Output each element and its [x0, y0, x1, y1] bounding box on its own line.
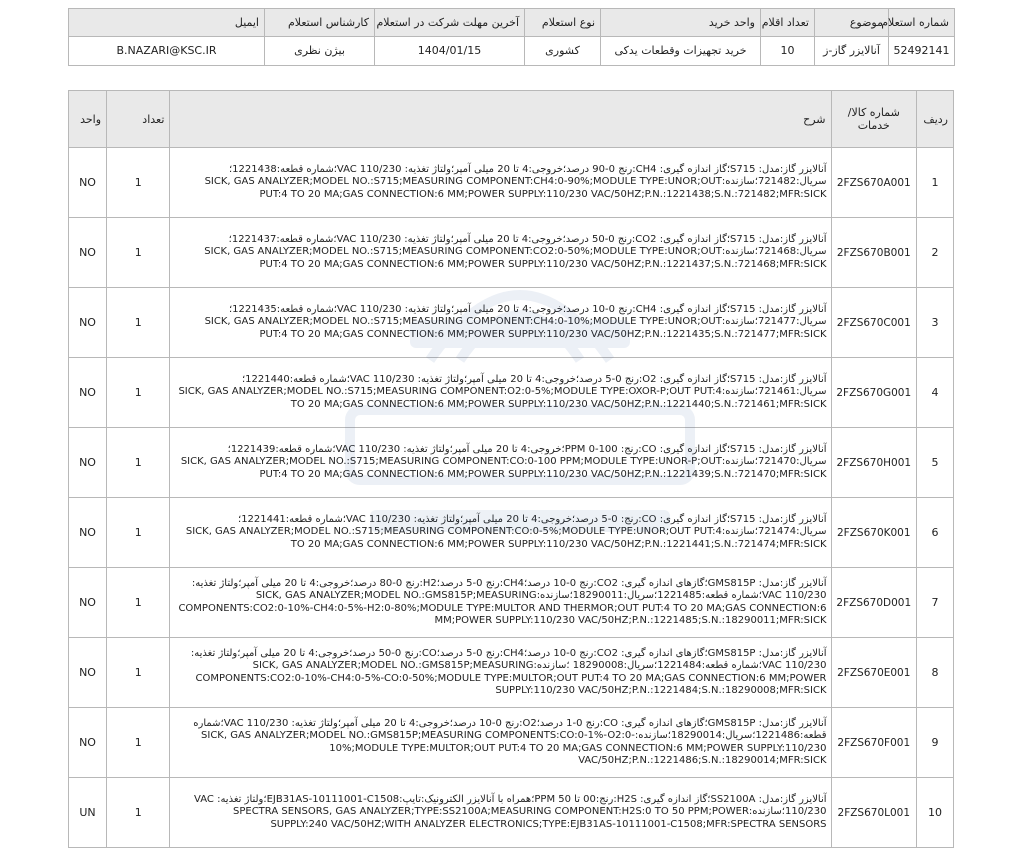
row-number: 4 [917, 358, 954, 428]
col-subject: موضوع [815, 9, 889, 37]
description-text: آنالایزر گاز:مدل: S715؛گاز اندازه گیری: O2:رنج 0-5 درصد؛خروجی:4 تا 20 میلی آمپر؛ولتاژ تغذیه: VAC 110/230؛شماره قطعه:1221440؛سریال:721461؛سازنده:SICK, GAS ANALYZER;MODEL NO.:S715;MEASURING COMPONENT:O2:0-5%;MODULE TYPE:OXOR-P;OUT PUT:4 TO 20 MA;GAS CONNECTION:6 MM;POWER SUPPLY:110/230 VAC/50HZ;P.N.:1221440;S.N.:721461;MFR:SICK [178, 373, 827, 410]
inquiry-header-table [68, 8, 955, 66]
items-table [68, 90, 954, 848]
description-text: آنالایزر گاز:مدل: S715؛گاز اندازه گیری: CO:رنج: 0-5 درصد؛خروجی:4 تا 20 میلی آمپر؛ولتاژ تغذیه: VAC 110/230؛شماره قطعه:1221441؛سریال:721474؛سازنده:SICK, GAS ANALYZER;MODEL NO.:S715;MEASURING COMPONENT:CO:0-5%;MODULE TYPE:UNOR;OUT PUT:4 TO 20 MA;GAS CONNECTION:6 MM;POWER SUPPLY:110/230 VAC/50HZ;P.N.:1221441;S.N.:721474;MFR:SICK [185, 513, 827, 550]
table-row [69, 428, 954, 498]
row-number: 6 [917, 498, 954, 568]
table-row [69, 778, 954, 848]
description-text: آنالایزر گاز:مدل: S715؛گاز اندازه گیری: CO:رنج: PPM 0-100؛خروجی:4 تا 20 میلی آمپر؛ولتاژ تغذیه: VAC 110/230؛شماره قطعه:1221439؛سریال:721470؛سازنده:SICK, GAS ANALYZER;MODEL NO.:S715;MEASURING COMPONENT:CO:0-100 PPM;MODULE TYPE:UNOR-P;OUT PUT:4 TO 20 MA;GAS CONNECTION:6 MM;POWER SUPPLY:110/230 VAC/50HZ;P.N.:1221439;S.N.:721470;MFR:SICK [180, 443, 827, 480]
item-code: 2FZS670A001 [831, 148, 917, 218]
col-email: ایمیل [69, 9, 265, 37]
col-inquiry-number: شماره استعلام [889, 9, 955, 37]
item-unit: NO [69, 638, 107, 708]
col-purchase-unit: واحد خرید [601, 9, 761, 37]
item-unit: NO [69, 498, 107, 568]
item-code: 2FZS670K001 [831, 498, 917, 568]
item-code: 2FZS670E001 [831, 638, 917, 708]
item-quantity: 1 [107, 288, 170, 358]
col-item-count: تعداد اقلام [761, 9, 815, 37]
item-count: 10 [761, 36, 815, 65]
item-unit: NO [69, 568, 107, 638]
table-row [69, 218, 954, 288]
item-description [170, 708, 831, 778]
item-description [170, 638, 831, 708]
row-number: 7 [917, 568, 954, 638]
description-text: آنالایزر گاز:مدل: S715؛گاز اندازه گیری: CO2:رنج 0-50 درصد؛خروجی:4 تا 20 میلی آمپر؛ولتاژ تغذیه: VAC 110/230؛شماره قطعه:1221437؛سریال:721468؛سازنده:SICK, GAS ANALYZER;MODEL NO.:S715;MEASURING COMPONENT:CO2:0-50%;MODULE TYPE:UNOR;OUT PUT:4 TO 20 MA;GAS CONNECTION:6 MM;POWER SUPPLY:110/230 VAC/50HZ;P.N.:1221437;S.N.:721468;MFR:SICK [204, 233, 827, 270]
item-description [170, 148, 831, 218]
col-description: شرح [170, 91, 831, 148]
items-header-row [69, 91, 954, 148]
items-body [69, 148, 954, 848]
item-description [170, 428, 831, 498]
item-code: 2FZS670B001 [831, 218, 917, 288]
description-text: آنالایزر گاز:مدل: SS2100A؛گاز اندازه گیری: H2S:رنج:00 تا PPM 50؛همراه با آنالایزر الکترونیک:تایپ:EJB31AS-10111001-C1508؛ولتاژ تغذیه: VAC 110/230؛سازنده:SPECTRA SENSORS, GAS ANALYZER;TYPE:SS2100A;MEASURING COMPONENT:H2S:0 TO 50 PPM;POWER SUPPLY:240 VAC/50HZ;WITH ANALYZER ELECTRONICS;TYPE:EJB31AS-10111001-C1508;MFR:SPECTRA SENSORS [194, 793, 827, 830]
item-quantity: 1 [107, 148, 170, 218]
item-unit: NO [69, 708, 107, 778]
description-text: آنالایزر گاز:مدل: S715؛گاز اندازه گیری: CH4:رنج 0-10 درصد؛خروجی:4 تا 20 میلی آمپر؛ولتاژ تغذیه: VAC 110/230؛شماره قطعه:1221435؛سریال:721477؛سازنده:SICK, GAS ANALYZER;MODEL NO.:S715;MEASURING COMPONENT:CH4:0-10%;MODULE TYPE:UNOR;OUT PUT:4 TO 20 MA;GAS CONNECTION:6 MM;POWER SUPPLY:110/230 VAC/50HZ;P.N.:1221435;S.N.:721477;MFR:SICK [204, 303, 827, 340]
purchase-unit: خرید تجهیزات وقطعات یدکی [601, 36, 761, 65]
inquiry-type: کشوری [525, 36, 601, 65]
table-row [69, 708, 954, 778]
item-code: 2FZS670H001 [831, 428, 917, 498]
item-description [170, 568, 831, 638]
table-row [69, 148, 954, 218]
row-number: 1 [917, 148, 954, 218]
item-quantity: 1 [107, 638, 170, 708]
col-inquiry-expert: کارشناس استعلام [265, 9, 375, 37]
item-unit: NO [69, 218, 107, 288]
col-item-code: شماره کالا/خدمات [831, 91, 917, 148]
description-text: آنالایزر گاز:مدل: GMS815P؛گازهای اندازه گیری: CO2:رنج 0-10 درصد؛CH4:رنج 0-5 درصد؛CO:رنج 0-50 درصد؛خروجی:4 تا 20 میلی آمپر؛ولتاژ تغذیه: VAC 110/230؛شماره قطعه:1221484؛سریال:18290008 ؛سازنده:SICK, GAS ANALYZER;MODEL NO.:GMS815P;MEASURING COMPONENTS:CO2:0-10%-CH4:0-5%-CO:0-50%;MODULE TYPE:MULTOR;OUT PUT:4 TO 20 MA;GAS CONNECTION:6 MM;POWER SUPPLY:110/230 VAC/50HZ;P.N.:1221484;S.N.:18290008;MFR:SICK [190, 647, 827, 696]
item-code: 2FZS670F001 [831, 708, 917, 778]
item-code: 2FZS670D001 [831, 568, 917, 638]
item-quantity: 1 [107, 428, 170, 498]
table-row [69, 498, 954, 568]
deadline: 1404/01/15 [375, 36, 525, 65]
row-number: 3 [917, 288, 954, 358]
table-row [69, 568, 954, 638]
col-deadline: آخرین مهلت شرکت در استعلام [375, 9, 525, 37]
item-quantity: 1 [107, 358, 170, 428]
col-unit: واحد [69, 91, 107, 148]
item-unit: NO [69, 288, 107, 358]
table-row [69, 358, 954, 428]
col-inquiry-type: نوع استعلام [525, 9, 601, 37]
item-quantity: 1 [107, 218, 170, 288]
col-quantity: تعداد [107, 91, 170, 148]
subject: آنالایزر گاز-ز [815, 36, 889, 65]
item-code: 2FZS670L001 [831, 778, 917, 848]
item-description [170, 218, 831, 288]
header-columns-row [69, 9, 955, 37]
item-description [170, 778, 831, 848]
item-code: 2FZS670C001 [831, 288, 917, 358]
item-quantity: 1 [107, 498, 170, 568]
row-number: 2 [917, 218, 954, 288]
table-row [69, 288, 954, 358]
description-text: آنالایزر گاز:مدل: S715؛گاز اندازه گیری: CH4:رنج 0-90 درصد؛خروجی:4 تا 20 میلی آمپر؛ولتاژ تغذیه: VAC 110/230؛شماره قطعه:1221438؛سریال:721482؛سازنده:SICK, GAS ANALYZER;MODEL NO.:S715;MEASURING COMPONENT:CH4:0-90%;MODULE TYPE:UNOR;OUT PUT:4 TO 20 MA;GAS CONNECTION:6 MM;POWER SUPPLY:110/230 VAC/50HZ;P.N.:1221438;S.N.:721482;MFR:SICK [204, 163, 827, 200]
header-values-row [69, 36, 955, 65]
item-unit: NO [69, 428, 107, 498]
table-row [69, 638, 954, 708]
col-row: ردیف [917, 91, 954, 148]
row-number: 8 [917, 638, 954, 708]
row-number: 9 [917, 708, 954, 778]
item-quantity: 1 [107, 708, 170, 778]
description-text: آنالایزر گاز:مدل: GMS815P؛گازهای اندازه گیری: CO:رنج 0-1 درصد؛O2:رنج 0-10 درصد؛خروجی:4 تا 20 میلی آمپر؛ولتاژ تغذیه: 110/230 VAC؛شماره قطعه:1221486؛سریال:18290014؛سازنده:SICK, GAS ANALYZER;MODEL NO.:GMS815P;MEASURING COMPONENTS:CO:0-1%-O2:0-10%;MODULE TYPE:MULTOR;OUT PUT:4 TO 20 MA;GAS CONNECTION:6 MM;POWER SUPPLY:110/230 VAC/50HZ;P.N.:1221486;S.N.:18290014;MFR:SICK [193, 717, 827, 766]
item-description [170, 288, 831, 358]
inquiry-expert: بیژن نظری [265, 36, 375, 65]
item-unit: NO [69, 148, 107, 218]
item-quantity: 1 [107, 568, 170, 638]
row-number: 5 [917, 428, 954, 498]
email-link[interactable]: B.NAZARI@KSC.IR [69, 36, 265, 65]
item-unit: NO [69, 358, 107, 428]
item-unit: UN [69, 778, 107, 848]
description-text: آنالایزر گاز:مدل: GMS815P؛گازهای اندازه گیری: CO2:رنج 0-10 درصد؛CH4:رنج 0-5 درصد؛H2:رنج 0-80 درصد؛خروجی:4 تا 20 میلی آمپر؛ولتاژ تغذیه: VAC 110/230؛شماره قطعه:1221485؛سریال:18290011؛سازنده:SICK, GAS ANALYZER;MODEL NO.:GMS815P;MEASURING COMPONENTS:CO2:0-10%-CH4:0-5%-H2:0-80%;MODULE TYPE:MULTOR AND THERMOR;OUT PUT:4 TO 20 MA;GAS CONNECTION:6 MM;POWER SUPPLY:110/230 VAC/50HZ;P.N.:1221485;S.N.:18290011;MFR:SICK [178, 577, 827, 626]
row-number: 10 [917, 778, 954, 848]
item-code: 2FZS670G001 [831, 358, 917, 428]
item-description [170, 358, 831, 428]
item-quantity: 1 [107, 778, 170, 848]
item-description [170, 498, 831, 568]
inquiry-number: 52492141 [889, 36, 955, 65]
